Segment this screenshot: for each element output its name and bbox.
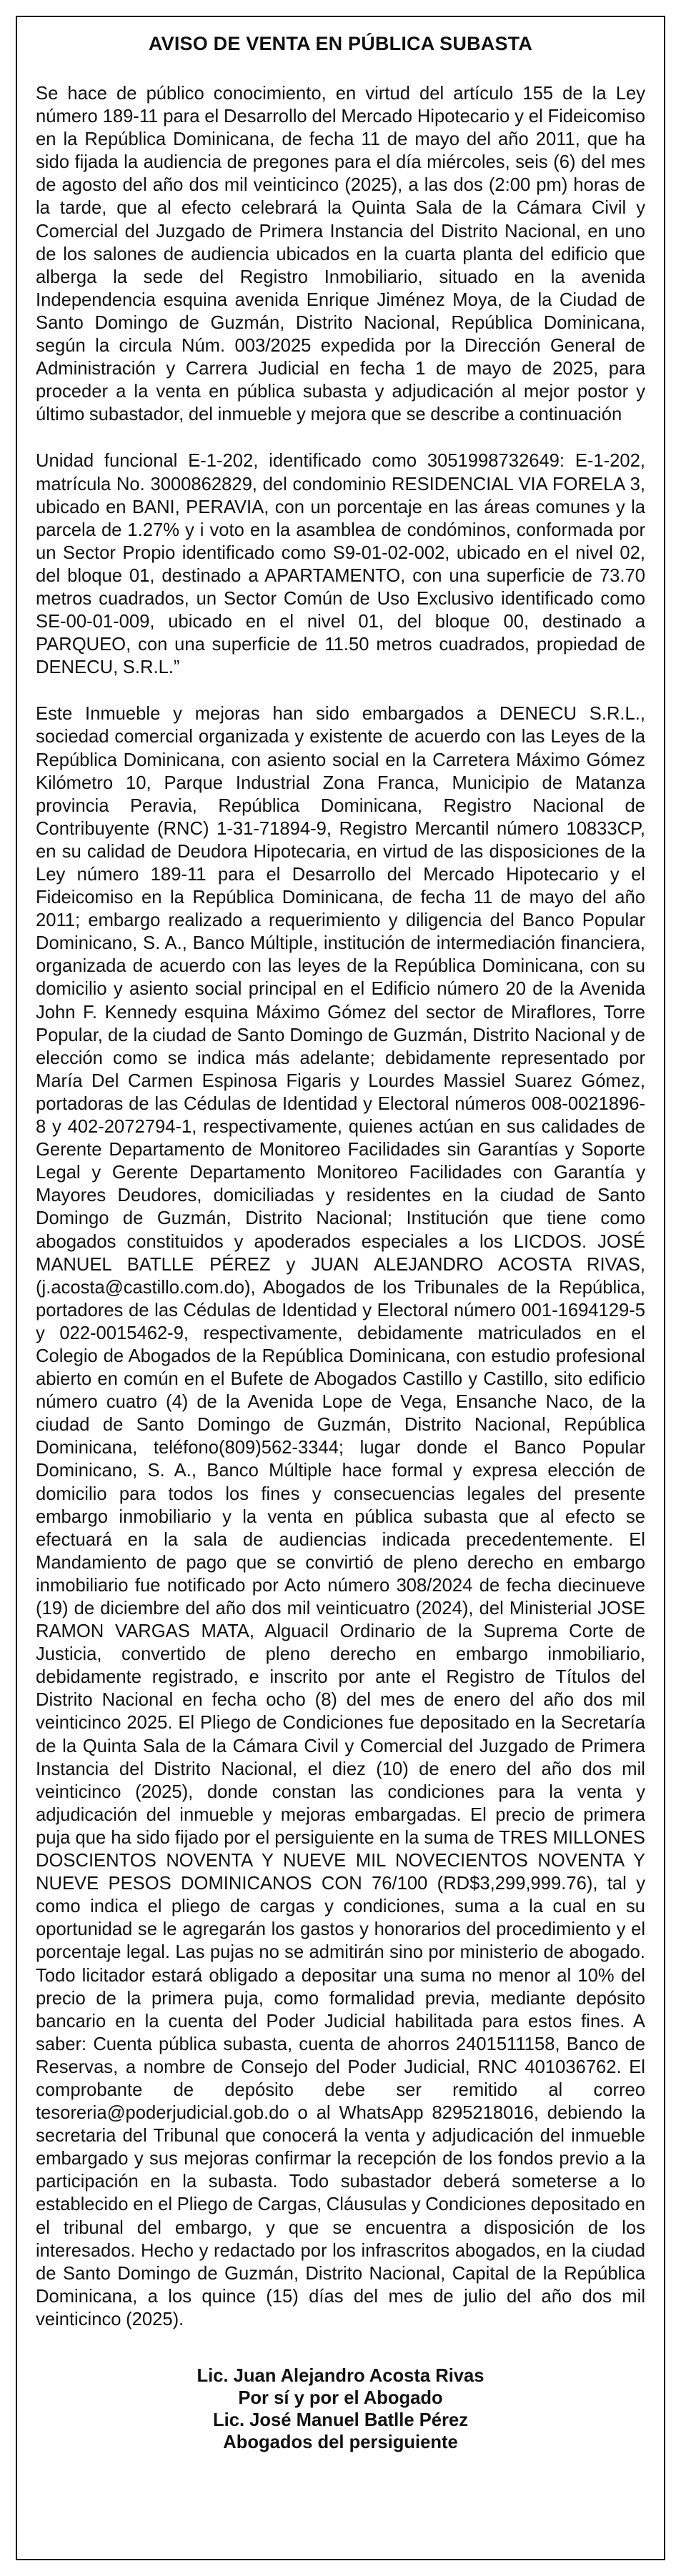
signature-line-on-behalf: Por sí y por el Abogado xyxy=(238,2388,443,2408)
signature-line-lawyer-1: Lic. Juan Alejandro Acosta Rivas xyxy=(197,2366,484,2386)
notice-paragraph-property: Unidad funcional E-1-202, identificado como 3051998732649: E-1-202, matrícula No. 3000862829, del condominio RESIDENCIAL VIA FORELA 3, ubicado en BANI, PERAVIA, con un porcentaje en las áreas comunes y la parcela de 1.27% y i voto en la asamblea de condóminos, conformada por un Sector Propio identificado como S9-01-02-002, ubicado en el nivel 02, del bloque 01, destinado a APARTAMENTO, con una superficie de 73.70 metros cuadrados, un Sector Común de Uso Exclusivo identificado como SE-00-01-009, ubicado en el nivel 01, del bloque 00, destinado a PARQUEO, con una superficie de 11.50 metros cuadrados, propiedad de DENECU, S.R.L.” xyxy=(36,451,645,678)
signature-line-role: Abogados del persiguiente xyxy=(223,2432,458,2452)
auction-notice xyxy=(16,16,665,2560)
notice-paragraph-embargo: Este Inmueble y mejoras han sido embargados a DENECU S.R.L., sociedad comercial organizada y existente de acuerdo con las Leyes de la República Dominicana, con asiento social en la Carretera Máximo Gómez Kilómetro 10, Parque Industrial Zona Franca, Municipio de Matanza provincia Peravia, República Dominicana, Registro Nacional de Contribuyente (RNC) 1-31-71894-9, Registro Mercantil número 10833CP, en su calidad de Deudora Hipotecaria, en virtud de las disposiciones de la Ley número 189-11 para el Desarrollo del Mercado Hipotecario y el Fideicomiso en la República Dominicana, de fecha 11 de mayo del año 2011; embargo realizado a requerimiento y diligencia del Banco Popular Dominicano, S. A., Banco Múltiple, institución de intermediación financiera, organizada de acuerdo con las leyes de la República Dominicana, con su domicilio y asiento social principal en el Edificio número 20 de la Avenida John F. Kennedy esquina Máximo Gómez del sector de Miraflores, Torre Popular, de la ciudad de Santo Domingo de Guzmán, Distrito Nacional y de elección como se indica más adelante; debidamente representado por María Del Carmen Espinosa Figaris y Lourdes Massiel Suarez Gómez, portadoras de las Cédulas de Identidad y Electoral números 008-0021896-8 y 402-2072794-1, respectivamente, quienes actúan en sus calidades de Gerente Departamento de Monitoreo Facilidades sin Garantías y Soporte Legal y Gerente Departamento Monitoreo Facilidades con Garantía y Mayores Deudores, domiciliadas y residentes en la ciudad de Santo Domingo de Guzmán, Distrito Nacional; Institución que tiene como abogados constituidos y apoderados especiales a los LICDOS. JOSÉ MANUEL BATLLE PÉREZ y JUAN ALEJANDRO ACOSTA RIVAS, (j.acosta@castillo.com.do), Abogados de los Tribunales de la República, portadores de las Cédulas de Identidad y Electoral número 001-1694129-5 y 022-0015462-9, respectivamente, debidamente matriculados en el Colegio de Abogados de la República Dominicana, con estudio profesional abierto en común en el Bufete de Abogados Castillo y Castillo, sito edificio número cuatro (4) de la Avenida Lope de Vega, Ensanche Naco, de la ciudad de Santo Domingo de Guzmán, Distrito Nacional, República Dominicana, teléfono(809)562-3344; lugar donde el Banco Popular Dominicano, S. A., Banco Múltiple hace formal y expresa elección de domicilio para todos los fines y consecuencias legales del presente embargo inmobiliario y la venta en pública subasta que al efecto se efectuará en la sala de audiencias indicada precedentemente. El Mandamiento de pago que se convirtió de pleno derecho en embargo inmobiliario fue notificado por Acto número 308/2024 de fecha diecinueve (19) de diciembre del año dos mil veinticuatro (2024), del Ministerial JOSE RAMON VARGAS MATA, Alguacil Ordinario de la Suprema Corte de Justicia, convertido de pleno derecho en embargo inmobiliario, debidamente registrado, e inscrito por ante el Registro de Títulos del Distrito Nacional en fecha ocho (8) del mes de enero del año dos mil veinticinco 2025. El Pliego de Condiciones fue depositado en la Secretaría de la Quinta Sala de la Cámara Civil y Comercial del Juzgado de Primera Instancia del Distrito Nacional, el diez (10) de enero del año dos mil veinticinco (2025), donde constan las condiciones para la venta y adjudicación del inmueble y mejoras embargadas. El precio de primera puja que ha sido fijado por el persiguiente en la suma de TRES MILLONES DOSCIENTOS NOVENTA Y NUEVE MIL NOVECIENTOS NOVENTA Y NUEVE PESOS DOMINICANOS CON 76/100 (RD$3,299,999.76), tal y como indica el pliego de cargas y condiciones, suma a la cual en su oportunidad se le agregarán los gastos y honorarios del procedimiento y el porcentaje legal. Las pujas no se admitirán sino por ministerio de abogado. Todo licitador estará obligado a depositar una suma no menor al 10% del precio de la primera puja, como formalidad previa, mediante depósito bancario en la cuenta del Poder Judicial habilitada para estos fines. A saber: Cuenta pública subasta, cuenta de ahorros 2401511158, Banco de Reservas, a nombre de Consejo del Poder Judicial, RNC 401036762. El comprobante de depósito debe ser remitido al correo tesoreria@poderjudicial.gob.do o al WhatsApp 8295218016, debiendo la secretaria del Tribunal que conocerá la venta y adjudicación del inmueble embargado y sus mejoras confirmar la recepción de los fondos previo a la participación en la subasta. Todo subastador deberá someterse a lo establecido en el Pliego de Cargas, Cláusulas y Condiciones depositado en el tribunal del embargo, y que se encuentra a disposición de los interesados. Hecho y redactado por los infrascritos abogados, en la ciudad de Santo Domingo de Guzmán, Distrito Nacional, Capital de la República Dominicana, a los quince (15) días del mes de julio del año dos mil veinticinco (2025). xyxy=(36,704,645,2329)
notice-paragraph-hearing: Se hace de público conocimiento, en virtud del artículo 155 de la Ley número 189-11 para el Desarrollo del Mercado Hipotecario y el Fideicomiso en la República Dominicana, de fecha 11 de mayo del año 2011, que ha sido fijada la audiencia de pregones para el día miércoles, seis (6) del mes de agosto del año dos mil veinticinco (2025), a las dos (2:00 pm) horas de la tarde, que al efecto celebrará la Quinta Sala de la Cámara Civil y Comercial del Juzgado de Primera Instancia del Distrito Nacional, en uno de los salones de audiencia ubicados en la cuarta planta del edificio que alberga la sede del Registro Inmobiliario, situado en la avenida Independencia esquina avenida Enrique Jiménez Moya, de la Ciudad de Santo Domingo de Guzmán, Distrito Nacional, República Dominicana, según la circula Núm. 003/2025 expedida por la Dirección General de Administración y Carrera Judicial en fecha 1 de mayo de 2025, para proceder a la venta en pública subasta y adjudicación al mejor postor y último subastador, del inmueble y mejora que se describe a continuación xyxy=(36,84,645,425)
signature-line-lawyer-2: Lic. José Manuel Batlle Pérez xyxy=(212,2410,469,2430)
notice-title: AVISO DE VENTA EN PÚBLICA SUBASTA xyxy=(148,33,533,54)
signature-block xyxy=(36,2365,645,2454)
